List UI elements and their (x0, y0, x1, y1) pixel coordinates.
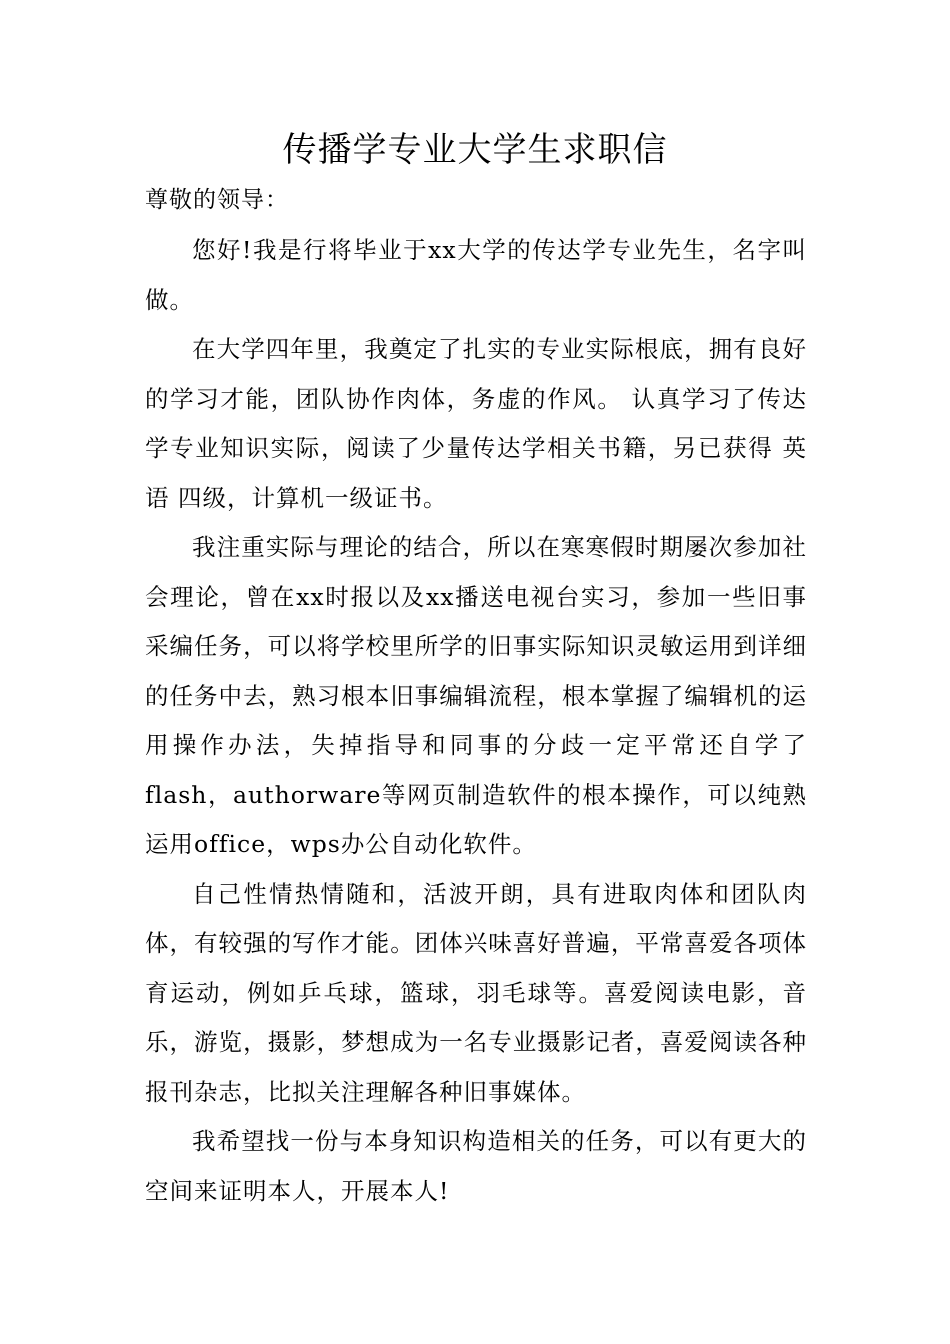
document-title: 传播学专业大学生求职信 (282, 130, 668, 170)
letter-body (145, 226, 807, 1216)
paragraph-experience: 我注重实际与理论的结合，所以在寒寒假时期屡次参加社会理论，曾在xx时报以及xx播送电视台实习，参加一些旧事采编任务，可以将学校里所学的旧事实际知识灵敏运用到详细的任务中去，熟习根本旧事编辑流程，根本掌握了编辑机的运用操作办法，失掉指导和同事的分歧一定平常还自学了flash，authorware等网页制造软件的根本操作，可以纯熟运用office，wps办公自动化软件。 (145, 533, 807, 858)
paragraph-greeting: 您好!我是行将毕业于xx大学的传达学专业先生，名字叫做。 (145, 236, 807, 314)
paragraph-education: 在大学四年里，我奠定了扎实的专业实际根底，拥有良好的学习才能，团队协作肉体，务虚的作风。 认真学习了传达学专业知识实际，阅读了少量传达学相关书籍，另已获得 英语 四级，计算机一级证书。 (145, 335, 807, 512)
salutation: 尊敬的领导： (145, 187, 289, 213)
paragraph-closing: 我希望找一份与本身知识构造相关的任务，可以有更大的空间来证明本人，开展本人! (145, 1127, 807, 1205)
paragraph-personality: 自己性情热情随和，活波开朗，具有进取肉体和团队肉体，有较强的写作才能。团体兴味喜好普遍，平常喜爱各项体育运动，例如乒乓球，篮球，羽毛球等。喜爱阅读电影，音乐，游览，摄影，梦想成为一名专业摄影记者，喜爱阅读各种报刊杂志，比拟关注理解各种旧事媒体。 (145, 879, 807, 1106)
